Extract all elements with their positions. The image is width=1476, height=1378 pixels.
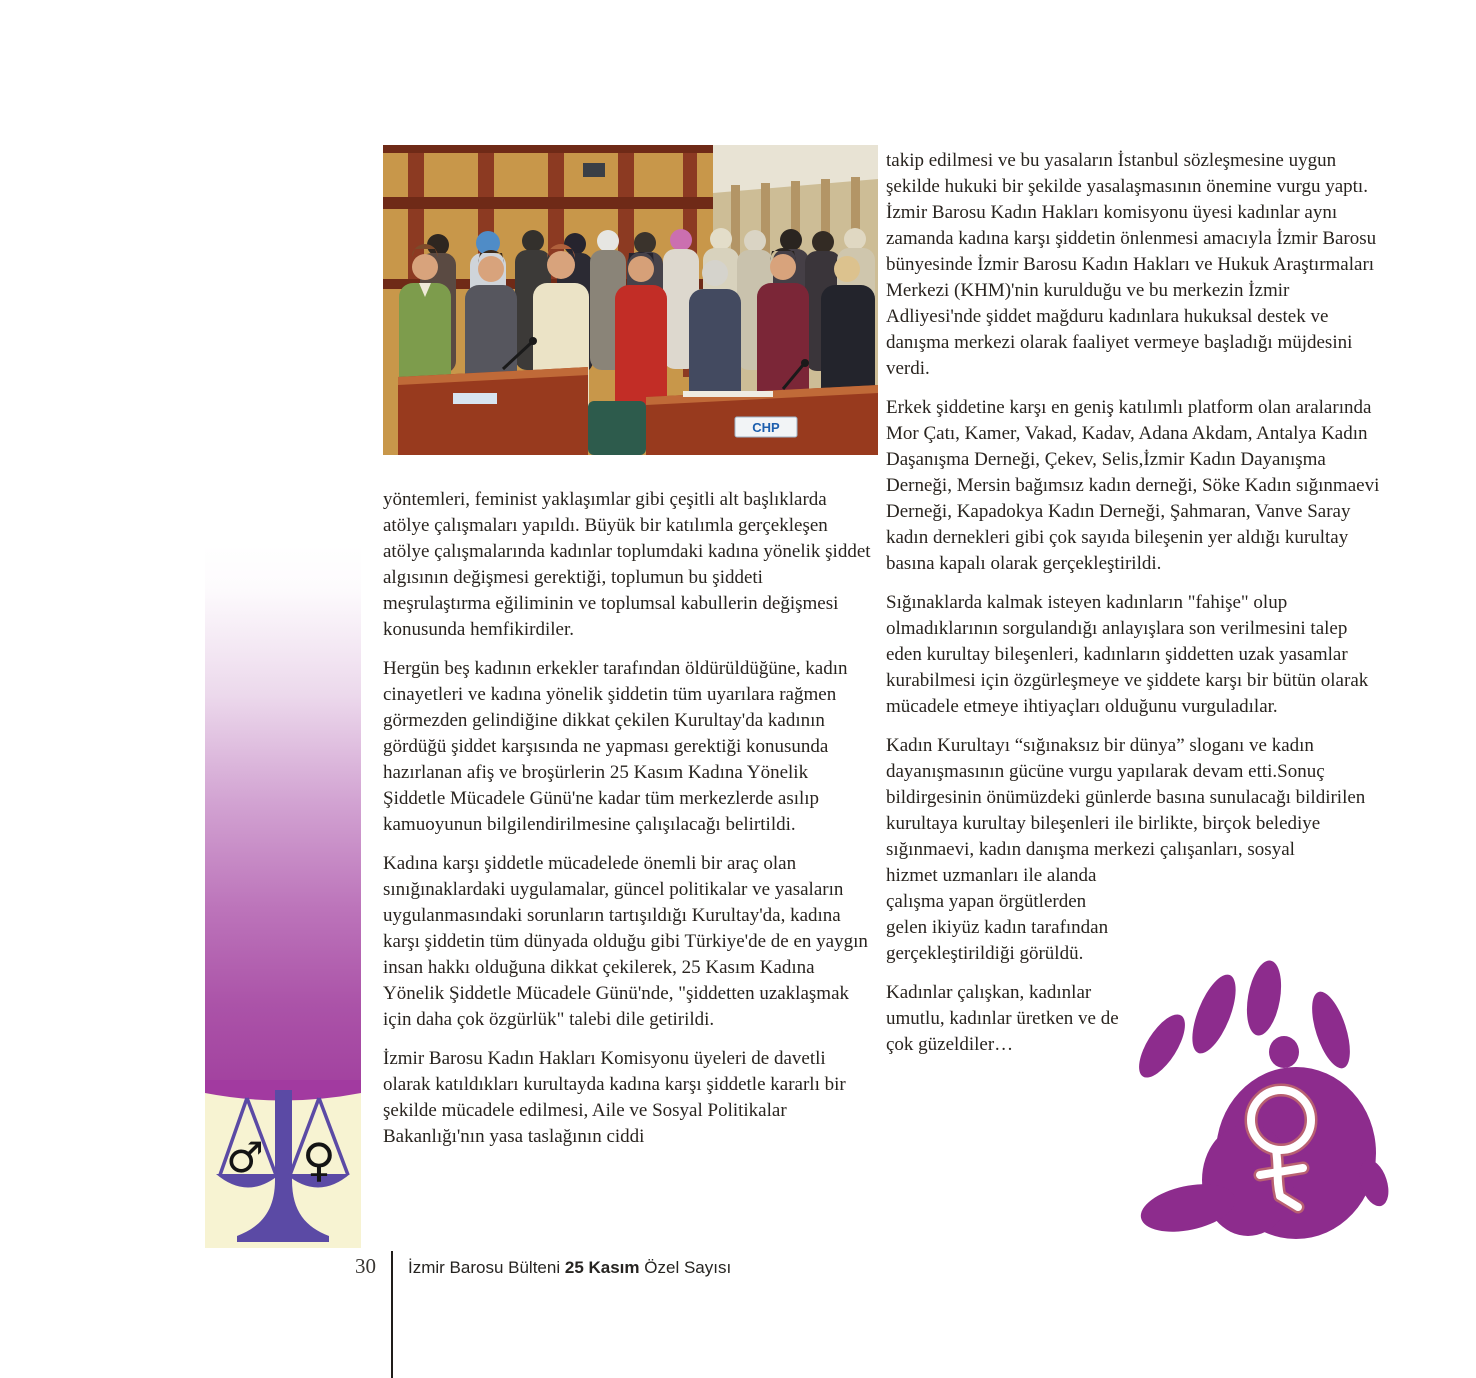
paragraph: Kadın Kurultayı “sığınaksız bir dünya” sloganı ve kadın dayanışmasının gücüne vurgu yapılarak devam etti.Sonuç bildirgesinin önümüzdeki günlerde basına sunulacağı bildirilen kurultaya kurultay bileşenleri ile birlikte, birçok belediye sığınmaevi, kadın danışma merkezi çalışanları, sosyal — [886, 735, 1366, 860]
paragraph: Erkek şiddetine karşı en geniş katılımlı platform olan aralarında Mor Çatı, Kamer, Vakad, Kadav, Adana Akdam, Antalya Kadın Daşanışma Derneği, Çekev, Selis,İzmir Kadın Dayanışma Derneği, Mersin bağımsız kadın derneği, Söke Kadın sığınmaevi Derneği, Kapadokya Kadın Derneği, Şahmaran, Vanve Saray kadın dernekleri gibi çok sayıda bileşenin yer aldığı kurultay basına kapalı olarak gerçekleştirildi. — [886, 397, 1380, 574]
purple-gradient-bar — [205, 545, 361, 1080]
footer-suffix: Özel Sayısı — [644, 1258, 732, 1277]
page-number: 30 — [355, 1254, 376, 1278]
footer-text — [408, 1258, 731, 1278]
male-symbol-icon: ♂ — [226, 1133, 264, 1182]
paragraph: Kadınlar çalışkan, kadınlar umutlu, kadınlar üretken ve de çok güzeldiler… — [886, 982, 1119, 1055]
right-text-column — [886, 148, 1382, 1071]
wrapped-text-block — [886, 863, 1122, 1058]
footer-highlight: 25 Kasım — [564, 1258, 640, 1277]
paragraph: takip edilmesi ve bu yasaların İstanbul sözleşmesine uygun şekilde hukuki bir şekilde yasalaşmasının önemine vurgu yaptı. İzmir Barosu Kadın Hakları komisyonu üyesi kadınlar aynı zamanda kadına karşı şiddetin önlenmesi amacıyla İzmir Barosu bünyesinde İzmir Barosu Kadın Hakları ve Hukuk Araştırmaları Merkezi (KHM)'nin kurulduğu ve bu merkezin İzmir Adliyesi'nde şiddet mağduru kadınlara hukuksal destek ve danışma merkezi olarak faaliyet vermeye başladığı müjdesini verdi. — [886, 150, 1377, 379]
chp-nameplate-text: CHP — [752, 420, 780, 435]
paragraph-continued: hizmet uzmanları ile alanda çalışma yapan örgütlerden gelen ikiyüz kadın tarafından gerçekleştirildiği görüldü. — [886, 865, 1109, 964]
gender-scales-illustration — [205, 1080, 361, 1248]
chp-nameplate — [735, 417, 797, 437]
female-symbol-icon: ♀ — [302, 1133, 336, 1187]
handprint-graphic — [1126, 948, 1392, 1253]
left-text-column — [383, 487, 875, 1163]
footer-divider — [391, 1251, 393, 1378]
paragraph: İzmir Barosu Kadın Hakları Komisyonu üyeleri de davetli olarak katıldıkları kurultayda kadına karşı şiddetle kararlı bir şekilde mücadele edilmesi, Aile ve Sosyal Politikalar Bakanlığı'nın yasa taslağının ciddi — [383, 1048, 846, 1147]
conference-photo-image — [383, 145, 878, 455]
footer-title: İzmir Barosu Bülteni — [408, 1258, 561, 1277]
paragraph: Hergün beş kadının erkekler tarafından öldürüldüğüne, kadın cinayetleri ve kadına yönelik şiddetin tüm uyarılara rağmen görmezden gelindiğine dikkat çekilen Kurultay'da kadının gördüğü şiddet karşısında ne yapması gerektiği konusunda hazırlanan afiş ve broşürlerin 25 Kasım Kadına Yönelik Şiddetle Mücadele Günü'ne kadar tüm merkezlerde asılıp kamuoyunun bilgilendirilmesine çalışılacağı belirtildi. — [383, 658, 848, 835]
paragraph: Sığınaklarda kalmak isteyen kadınların "fahişe" olup olmadıklarının sorgulandığı anlayışlara son verilmesini talep eden kurultay bileşenleri, kadınların şiddetten uzak yasamlar kurabilmesi için özgürleşmeye ve şiddete karşı bir bütün olarak mücadele etmeye ihtiyaçları olduğunu vurguladılar. — [886, 592, 1369, 717]
conference-photo — [383, 145, 878, 455]
paragraph: yöntemleri, feminist yaklaşımlar gibi çeşitli alt başlıklarda atölye çalışmaları yapıldı. Büyük bir katılımla gerçekleşen atölye çalışmalarında kadınlar toplumdaki kadına yönelik şiddet algısının değişmesi gerektiği, toplumun bu şiddeti meşrulaştırma eğiliminin ve toplumsal kabullerin değişmesi konusunda hemfikirdiler. — [383, 489, 871, 640]
paragraph: Kadına karşı şiddetle mücadelede önemli bir araç olan sınığınaklardaki uygulamalar, güncel politikalar ve yasaların uygulanmasındaki sorunların tartışıldığı Kurultay'da, kadına karşı şiddetin tüm dünyada olduğu gibi Türkiye'de de en yaygın insan hakkı olduğuna dikkat çekilerek, 25 Kasım Kadına Yönelik Şiddetle Mücadele Günü'nde, "şiddetten uzaklaşmak için daha çok özgürlük" talebi dile getirildi. — [383, 853, 868, 1030]
